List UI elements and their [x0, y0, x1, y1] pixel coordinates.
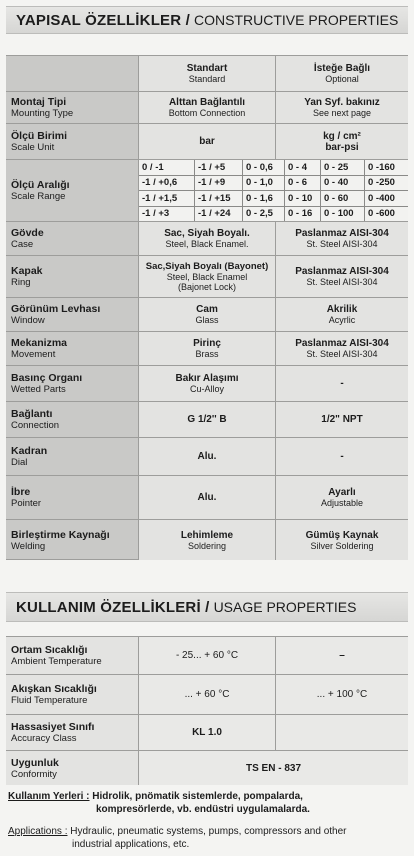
- row-label-tr: Ortam Sıcaklığı: [11, 644, 88, 656]
- constructive-title-tr: YAPISAL ÖZELLİKLER /: [16, 11, 191, 29]
- optional-value: -: [340, 451, 344, 462]
- applications-label: Applications :: [8, 826, 68, 837]
- range-cell: 0 -250: [364, 176, 408, 191]
- scale-range-row: [139, 176, 408, 192]
- table-row-window: [6, 298, 408, 332]
- row-label-tr: Bağlantı: [11, 408, 53, 420]
- constructive-title-en: CONSTRUCTIVE PROPERTIES: [194, 12, 399, 28]
- standard-value-en: Glass: [195, 315, 219, 325]
- standard-value: Bakır Alaşımı: [175, 373, 239, 384]
- row-label-en: Ambient Temperature: [11, 656, 102, 667]
- range-cell: 0 - 1,6: [242, 191, 284, 206]
- table-row-welding: [6, 520, 408, 560]
- standard-value-en: Steel, Black Enamel: [166, 272, 248, 282]
- optional-value: Paslanmaz AISI-304: [295, 228, 389, 239]
- standard-value: Alu.: [197, 492, 217, 503]
- optional-value-en: Acyrlic: [328, 315, 356, 325]
- optional-value-2: bar-psi: [325, 141, 359, 153]
- standard-value-en: Steel, Black Enamel.: [165, 239, 249, 249]
- range-cell: -1 / +1,5: [142, 192, 178, 204]
- row-label-tr: Görünüm Levhası: [11, 303, 101, 315]
- standard-value-en: Bottom Connection: [168, 108, 246, 118]
- range-cell: 0 - 100: [320, 207, 364, 222]
- optional-header-tr: İsteğe Bağlı: [313, 63, 371, 74]
- row-label-tr: Birleştirme Kaynağı: [11, 528, 110, 541]
- standard-value-en: Soldering: [187, 540, 227, 551]
- usage-areas-label: Kullanım Yerleri :: [8, 791, 90, 802]
- optional-value: –: [339, 650, 345, 661]
- row-label-tr: Basınç Organı: [11, 372, 83, 384]
- applications-text-1: Hydraulic, pneumatic systems, pumps, compressors and other: [70, 826, 347, 837]
- row-label-en: Pointer: [11, 498, 42, 509]
- row-label-tr: İbre: [11, 486, 31, 498]
- standard-value: - 25... + 60 °C: [175, 650, 239, 661]
- row-label-en: Ring: [11, 277, 31, 288]
- optional-value: Ayarlı: [328, 487, 356, 498]
- usage-areas-text-2: kompresörlerde, vb. endüstri uygulamalarda.: [96, 804, 310, 815]
- range-cell: 0 - 0,6: [242, 160, 284, 175]
- range-cell: 0 - 1,0: [242, 176, 284, 191]
- usage-title-tr: KULLANIM ÖZELLİKLERİ /: [16, 598, 210, 616]
- range-cell: 0 - 40: [320, 176, 364, 191]
- range-cell: 0 -600: [364, 207, 408, 222]
- usage-title-en: USAGE PROPERTIES: [213, 599, 357, 615]
- range-cell: 0 - 60: [320, 191, 364, 206]
- applications-text-2: industrial applications, etc.: [72, 839, 190, 850]
- usage-row-ambient: [6, 637, 408, 675]
- table-row-scale-range: [6, 160, 408, 222]
- row-label-tr: Kadran: [11, 445, 48, 457]
- range-cell: -1 / +0,6: [142, 177, 178, 189]
- usage-areas: [8, 790, 310, 816]
- standard-value: Lehimleme: [180, 529, 234, 541]
- table-row-dial: [6, 438, 408, 476]
- scale-range-grid: [138, 160, 408, 221]
- range-cell: -1 / +5: [194, 160, 242, 175]
- optional-value: Paslanmaz AISI-304: [295, 266, 389, 277]
- row-label-en: Scale Range: [11, 191, 66, 202]
- table-row-case: [6, 222, 408, 256]
- optional-value: 1/2" NPT: [321, 414, 363, 425]
- table-row-ring: [6, 256, 408, 298]
- range-cell: -1 / +3: [142, 208, 170, 220]
- row-label-tr: Ölçü Aralığı: [11, 179, 70, 191]
- row-label-en: Accuracy Class: [11, 733, 77, 744]
- optional-value-en: Silver Soldering: [310, 540, 374, 551]
- row-label-tr: Mekanizma: [11, 337, 68, 349]
- range-cell: -1 / +9: [194, 176, 242, 191]
- row-label-tr: Gövde: [11, 227, 44, 239]
- range-cell: -1 / +24: [194, 207, 242, 222]
- range-cell: 0 / -1: [142, 161, 164, 173]
- optional-value-en: Adjustable: [320, 498, 364, 508]
- range-cell: 0 - 4: [284, 160, 320, 175]
- optional-value-en: St. Steel AISI-304: [306, 277, 378, 287]
- usage-table: [6, 636, 408, 785]
- row-label-en: Case: [11, 239, 34, 250]
- row-label-tr: Kapak: [11, 265, 43, 277]
- row-label-tr: Hassasiyet Sınıfı: [11, 721, 95, 733]
- range-cell: 0 - 16: [284, 207, 320, 222]
- applications: [8, 825, 347, 851]
- range-cell: 0 -160: [364, 160, 408, 175]
- constructive-table: [6, 55, 408, 560]
- row-label-en: Connection: [11, 420, 60, 431]
- optional-value: Akrilik: [326, 304, 358, 315]
- table-row-wetted-parts: [6, 366, 408, 402]
- usage-row-conformity: [6, 751, 408, 785]
- standard-value: Alttan Bağlantılı: [168, 97, 246, 108]
- optional-value: -: [340, 378, 344, 389]
- table-header-row: [6, 56, 408, 92]
- range-cell: -1 / +15: [194, 191, 242, 206]
- range-cell: 0 - 25: [320, 160, 364, 175]
- row-label-en: Wetted Parts: [11, 384, 66, 395]
- usage-title-band: [6, 592, 408, 622]
- row-label-tr: Ölçü Birimi: [11, 130, 68, 142]
- table-row-mounting: [6, 92, 408, 124]
- standard-value: G 1/2'' B: [187, 414, 227, 425]
- table-row-pointer: [6, 476, 408, 520]
- standard-header-tr: Standart: [186, 63, 228, 74]
- optional-header-en: Optional: [325, 74, 359, 84]
- range-cell: 0 - 2,5: [242, 207, 284, 222]
- row-label-en: Conformity: [11, 768, 57, 780]
- conformity-value: TS EN - 837: [245, 762, 302, 774]
- row-label-tr: Akışkan Sıcaklığı: [11, 683, 97, 695]
- range-cell: 0 -400: [364, 191, 408, 206]
- optional-value: ... + 100 °C: [316, 689, 368, 700]
- standard-value: bar: [199, 136, 215, 147]
- row-label-en: Window: [11, 315, 45, 326]
- scale-range-row: [139, 191, 408, 207]
- standard-value: Cam: [196, 304, 218, 315]
- constructive-title-band: [6, 6, 408, 34]
- row-label-en: Mounting Type: [11, 108, 74, 119]
- range-cell: 0 - 6: [284, 176, 320, 191]
- standard-value: Alu.: [197, 451, 217, 462]
- row-label-en: Movement: [11, 349, 56, 360]
- range-cell: 0 - 10: [284, 191, 320, 206]
- scale-range-row: [139, 207, 408, 222]
- row-label-en: Welding: [11, 540, 46, 552]
- row-label-en: Scale Unit: [11, 142, 55, 153]
- usage-row-accuracy: [6, 715, 408, 751]
- standard-value: ... + 60 °C: [184, 689, 230, 700]
- usage-areas-text-1: Hidrolik, pnömatik sistemlerde, pompalarda,: [92, 791, 303, 802]
- optional-value-en: St. Steel AISI-304: [306, 239, 378, 249]
- table-row-movement: [6, 332, 408, 366]
- scale-range-row: [139, 160, 408, 176]
- optional-value: Yan Syf. bakınız: [304, 97, 380, 108]
- standard-value-en-2: (Bajonet Lock): [177, 282, 237, 292]
- row-label-en: Fluid Temperature: [11, 695, 88, 706]
- optional-value: Paslanmaz AISI-304: [295, 338, 389, 349]
- optional-value-en: St. Steel AISI-304: [306, 349, 378, 359]
- table-row-scale-unit: [6, 124, 408, 160]
- standard-header-en: Standard: [188, 74, 226, 84]
- standard-value: KL 1.0: [192, 727, 222, 738]
- row-label-tr: Uygunluk: [11, 756, 59, 769]
- standard-value: Sac, Siyah Boyalı.: [164, 228, 250, 239]
- standard-value: Pirinç: [193, 338, 221, 349]
- optional-value: Gümüş Kaynak: [305, 529, 379, 541]
- optional-value-en: See next page: [312, 108, 372, 118]
- row-label-en: Dial: [11, 457, 28, 468]
- standard-value-en: Cu-Alloy: [189, 384, 224, 394]
- standard-value-en: Brass: [195, 349, 219, 359]
- standard-value: Sac,Siyah Boyalı (Bayonet): [145, 261, 269, 272]
- usage-row-fluid: [6, 675, 408, 715]
- table-row-connection: [6, 402, 408, 438]
- row-label-tr: Montaj Tipi: [11, 96, 67, 108]
- optional-value: kg / cm²: [323, 130, 361, 142]
